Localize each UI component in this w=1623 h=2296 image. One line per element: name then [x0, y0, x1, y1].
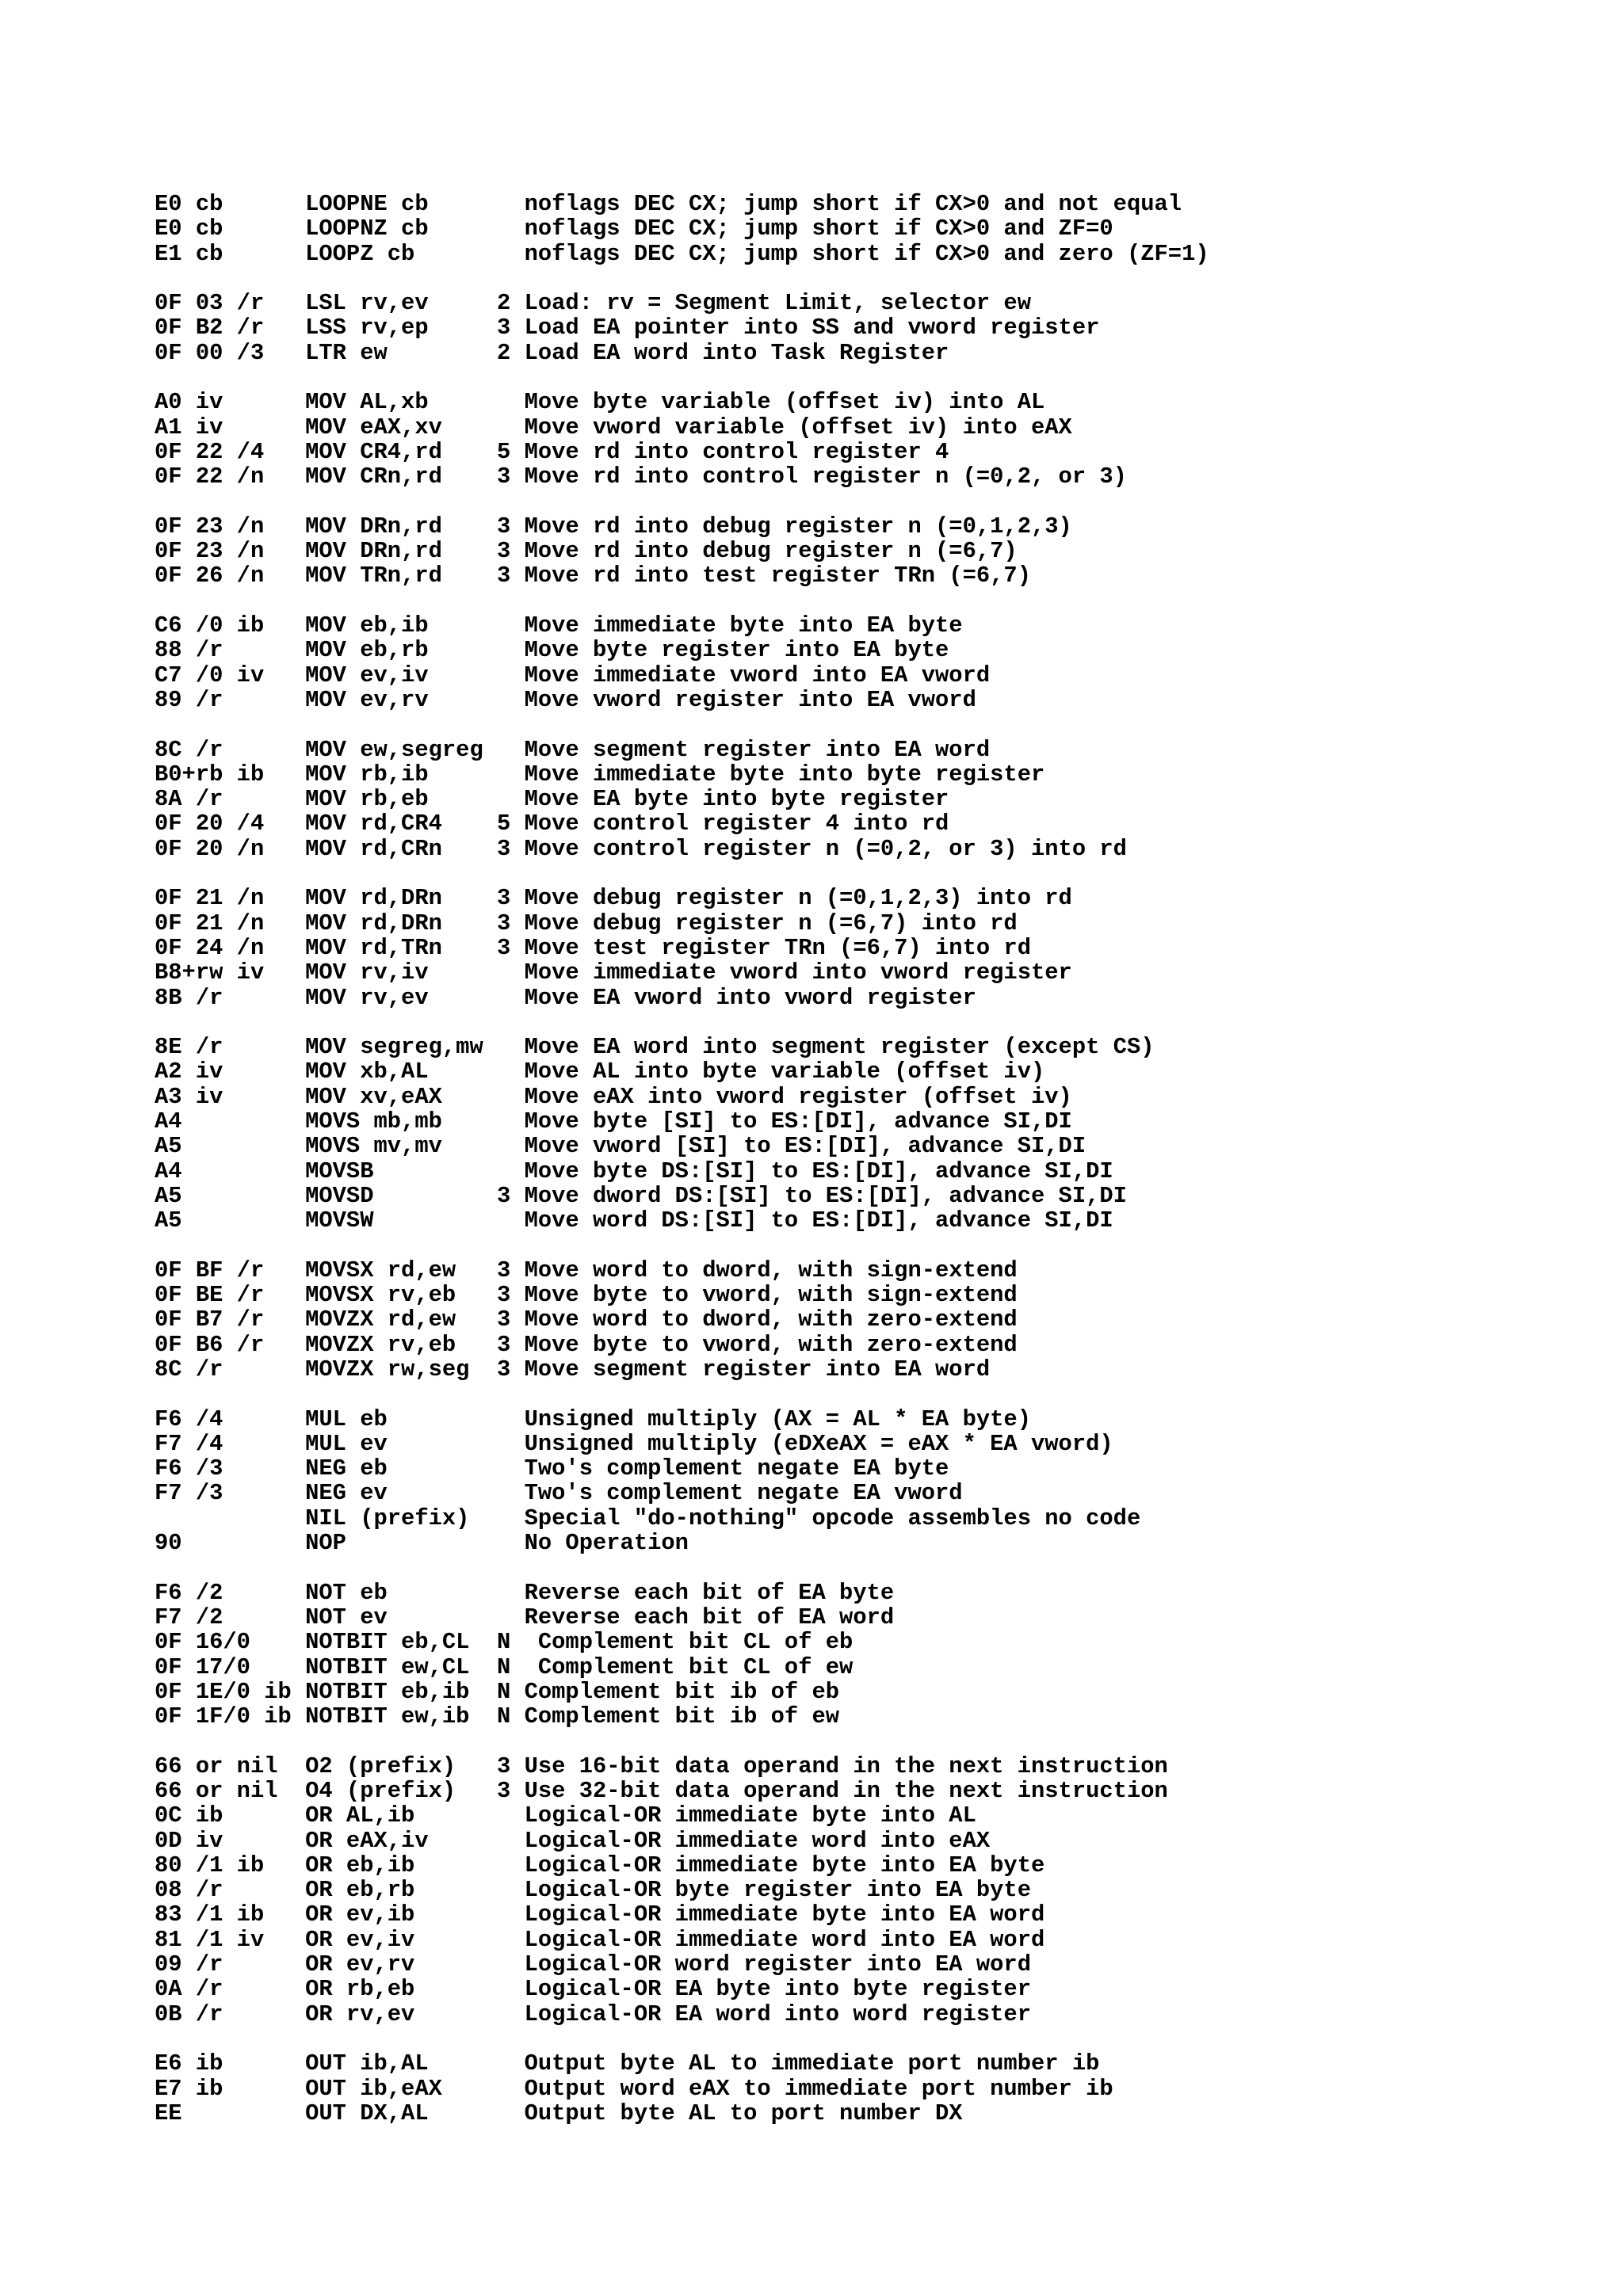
opcode-line: B0+rb ib MOV rb,ib Move immediate byte into byte register — [155, 761, 1045, 788]
group-spacer — [155, 589, 1209, 613]
opcode-line: A5 MOVSW Move word DS:[SI] to ES:[DI], advance SI,DI — [155, 1207, 1113, 1234]
group-spacer — [155, 1729, 1209, 1753]
opcode-line: E7 ib OUT ib,eAX Output word eAX to immediate port number ib — [155, 2075, 1113, 2102]
group-spacer — [155, 1233, 1209, 1257]
opcode-line: 8B /r MOV rv,ev Move EA vword into vword register — [155, 984, 976, 1011]
opcode-line: 90 NOP No Operation — [155, 1530, 689, 1557]
opcode-line: A3 iv MOV xv,eAX Move eAX into vword register (offset iv) — [155, 1083, 1072, 1110]
opcode-line: A4 MOVS mb,mb Move byte [SI] to ES:[DI], advance SI,DI — [155, 1108, 1072, 1135]
opcode-line: 81 /1 iv OR ev,iv Logical-OR immediate word into EA word — [155, 1926, 1045, 1953]
opcode-line: F6 /3 NEG eb Two's complement negate EA byte — [155, 1455, 949, 1482]
opcode-line: E0 cb LOOPNZ cb noflags DEC CX; jump short if CX>0 and ZF=0 — [155, 215, 1113, 242]
opcode-line: 0F 1E/0 ib NOTBIT eb,ib N Complement bit ib of eb — [155, 1678, 840, 1705]
opcode-line: F6 /2 NOT eb Reverse each bit of EA byte — [155, 1579, 895, 1606]
group-spacer — [155, 1555, 1209, 1580]
opcode-line: EE OUT DX,AL Output byte AL to port number DX — [155, 2100, 963, 2126]
opcode-line: 0F 23 /n MOV DRn,rd 3 Move rd into debug register n (=0,1,2,3) — [155, 513, 1072, 540]
opcode-line: 80 /1 ib OR eb,ib Logical-OR immediate byte into EA byte — [155, 1852, 1045, 1878]
group-spacer — [155, 1010, 1209, 1035]
opcode-line: F7 /2 NOT ev Reverse each bit of EA word — [155, 1604, 895, 1630]
opcode-line: 0F 22 /n MOV CRn,rd 3 Move rd into control register n (=0,2, or 3) — [155, 463, 1127, 490]
group-spacer — [155, 490, 1209, 514]
opcode-line: A0 iv MOV AL,xb Move byte variable (offset iv) into AL — [155, 389, 1045, 416]
opcode-line: 0F 20 /4 MOV rd,CR4 5 Move control register 4 into rd — [155, 810, 949, 837]
opcode-line: 0F BF /r MOVSX rd,ew 3 Move word to dword, with sign-extend — [155, 1257, 1018, 1283]
opcode-line: E1 cb LOOPZ cb noflags DEC CX; jump short if CX>0 and zero (ZF=1) — [155, 240, 1209, 267]
opcode-line: 0F B2 /r LSS rv,ep 3 Load EA pointer into SS and vword register — [155, 315, 1100, 341]
opcode-line: E0 cb LOOPNE cb noflags DEC CX; jump short if CX>0 and not equal — [155, 191, 1182, 217]
opcode-line: 0F 16/0 NOTBIT eb,CL N Complement bit CL of eb — [155, 1629, 854, 1656]
opcode-line: 8E /r MOV segreg,mw Move EA word into segment register (except CS) — [155, 1034, 1155, 1061]
opcode-line: C7 /0 iv MOV ev,iv Move immediate vword into EA vword — [155, 662, 991, 688]
opcode-line: 0F 1F/0 ib NOTBIT ew,ib N Complement bit ib of ew — [155, 1703, 840, 1730]
opcode-line: 0F 22 /4 MOV CR4,rd 5 Move rd into control register 4 — [155, 438, 949, 465]
opcode-line: A4 MOVSB Move byte DS:[SI] to ES:[DI], advance SI,DI — [155, 1158, 1113, 1184]
opcode-line: 8C /r MOV ew,segreg Move segment register into EA word — [155, 736, 991, 763]
opcode-line: 66 or nil O2 (prefix) 3 Use 16-bit data operand in the next instruction — [155, 1753, 1168, 1779]
opcode-line: 0F 21 /n MOV rd,DRn 3 Move debug register n (=0,1,2,3) into rd — [155, 885, 1072, 912]
opcode-line: A2 iv MOV xb,AL Move AL into byte variable (offset iv) — [155, 1058, 1045, 1085]
opcode-line: 08 /r OR eb,rb Logical-OR byte register into EA byte — [155, 1877, 1031, 1904]
opcode-line: 66 or nil O4 (prefix) 3 Use 32-bit data operand in the next instruction — [155, 1778, 1168, 1804]
opcode-line: 0D iv OR eAX,iv Logical-OR immediate word into eAX — [155, 1827, 991, 1854]
opcode-line: 0F 21 /n MOV rd,DRn 3 Move debug register n (=6,7) into rd — [155, 910, 1018, 936]
opcode-line: 0C ib OR AL,ib Logical-OR immediate byte into AL — [155, 1802, 976, 1829]
opcode-line: 0F 17/0 NOTBIT ew,CL N Complement bit CL of ew — [155, 1653, 854, 1680]
opcode-line: 0F 23 /n MOV DRn,rd 3 Move rd into debug register n (=6,7) — [155, 538, 1018, 565]
opcode-line: 0F 00 /3 LTR ew 2 Load EA word into Task Register — [155, 339, 949, 366]
opcode-line: B8+rw iv MOV rv,iv Move immediate vword into vword register — [155, 959, 1072, 986]
opcode-line: C6 /0 ib MOV eb,ib Move immediate byte into EA byte — [155, 612, 963, 639]
group-spacer — [155, 266, 1209, 291]
opcode-line: 8A /r MOV rb,eb Move EA byte into byte register — [155, 786, 949, 813]
opcode-line: 0F BE /r MOVSX rv,eb 3 Move byte to vword, with sign-extend — [155, 1282, 1018, 1309]
opcode-line: 0F B7 /r MOVZX rd,ew 3 Move word to dword, with zero-extend — [155, 1306, 1018, 1333]
opcode-line: 0A /r OR rb,eb Logical-OR EA byte into byte register — [155, 1976, 1031, 2003]
opcode-line: NIL (prefix) Special "do-nothing" opcode assembles no code — [155, 1505, 1141, 1531]
opcode-line: A1 iv MOV eAX,xv Move vword variable (offset iv) into eAX — [155, 414, 1072, 441]
opcode-line: F7 /3 NEG ev Two's complement negate EA vword — [155, 1480, 963, 1507]
opcode-line: E6 ib OUT ib,AL Output byte AL to immediate port number ib — [155, 2050, 1100, 2077]
opcode-line: F6 /4 MUL eb Unsigned multiply (AX = AL * EA byte) — [155, 1405, 1031, 1432]
opcode-line: A5 MOVSD 3 Move dword DS:[SI] to ES:[DI], advance SI,DI — [155, 1182, 1127, 1209]
opcode-line: 89 /r MOV ev,rv Move vword register into EA vword — [155, 686, 976, 713]
group-spacer — [155, 365, 1209, 390]
opcode-line: 0B /r OR rv,ev Logical-OR EA word into word register — [155, 2000, 1031, 2027]
opcode-line: 0F 03 /r LSL rv,ev 2 Load: rv = Segment Limit, selector ew — [155, 290, 1031, 317]
group-spacer — [155, 2027, 1209, 2051]
opcode-line: 09 /r OR ev,rv Logical-OR word register into EA word — [155, 1951, 1031, 1978]
opcode-line: 0F 26 /n MOV TRn,rd 3 Move rd into test register TRn (=6,7) — [155, 563, 1031, 589]
opcode-line: 8C /r MOVZX rw,seg 3 Move segment register into EA word — [155, 1356, 991, 1383]
opcode-line: 0F 20 /n MOV rd,CRn 3 Move control register n (=0,2, or 3) into rd — [155, 835, 1127, 862]
opcode-listing — [155, 192, 1209, 2126]
opcode-line: A5 MOVS mv,mv Move vword [SI] to ES:[DI], advance SI,DI — [155, 1133, 1086, 1160]
opcode-line: F7 /4 MUL ev Unsigned multiply (eDXeAX = eAX * EA vword) — [155, 1430, 1113, 1457]
opcode-line: 88 /r MOV eb,rb Move byte register into EA byte — [155, 637, 949, 664]
group-spacer — [155, 712, 1209, 737]
opcode-line: 83 /1 ib OR ev,ib Logical-OR immediate byte into EA word — [155, 1901, 1045, 1928]
opcode-line: 0F 24 /n MOV rd,TRn 3 Move test register TRn (=6,7) into rd — [155, 934, 1031, 961]
group-spacer — [155, 1382, 1209, 1406]
group-spacer — [155, 861, 1209, 886]
opcode-line: 0F B6 /r MOVZX rv,eb 3 Move byte to vword, with zero-extend — [155, 1331, 1018, 1358]
